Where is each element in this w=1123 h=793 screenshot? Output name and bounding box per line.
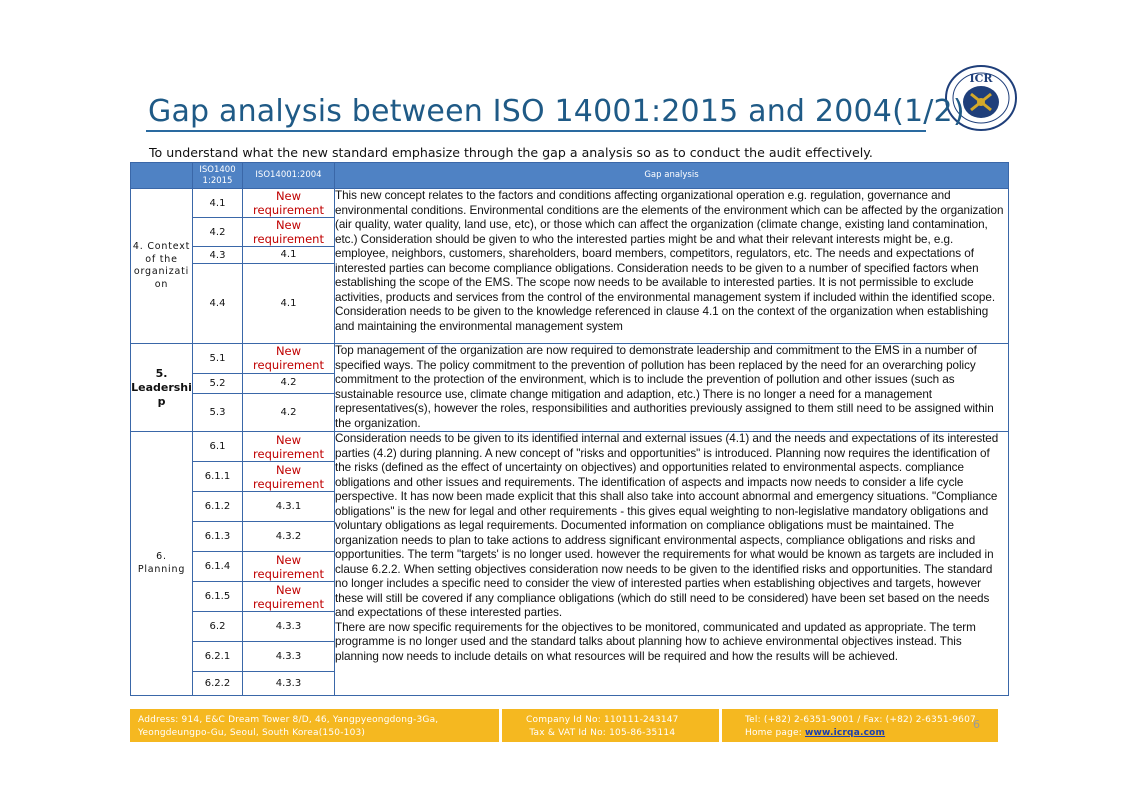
section-planning: 6. Planning <box>131 432 193 696</box>
header-gap-analysis: Gap analysis <box>335 163 1009 189</box>
analysis-text: Consideration needs to be given to its identified internal and external issues (4.1) and the needs and expectations of its interested parties (4.2) during planning. A new concept of "risks and opportunities" is introduced. Planning now requires the identification of the risks (defined as the effect of uncertainty on objectives) and opportunities related to environmental aspects. compliance obligations and other issues and requirements. The identification of aspects and impacts now needs to consider a life cycle perspective. It has now been made explicit that this shall also take into account abnormal and emergency situations. "Compliance obligations" is the new for legal and other requirements - this gives equal weighting to non-legislative mandatory obligations and voluntary obligations as legal requirements. Documented information on compliance obligations must be maintained. The organization needs to plan to take actions to address significant environmental aspects, compliance obligations and risks and opportunities. The term "targets' is no longer used. however the requirements for what would be known as targets are included in clause 6.2.2. When setting objectives consideration now needs to be given to the identified risks and opportunities. The standard no longer includes a specific need to consider the view of interested parties when establishing objectives and targets, however these will still be covered if any compliance obligations (which do still need to be considered) have been set based on the needs and expectations of these interested parties. There are now specific requirements for the objectives to be monitored, communicated and updated as appropriate. The term programme is no longer used and the standard talks about planning how to achieve environmental objectives instead. This planning now needs to include details on what resources will be required and how the results will be achieved. <box>335 432 1009 696</box>
iso2015-cell: 5.2 <box>193 373 243 393</box>
homepage-label: Home page: <box>745 727 806 738</box>
table-row <box>131 432 1009 462</box>
iso2015-cell: 6.1.5 <box>193 582 243 612</box>
header-iso2015: ISO1400 1:2015 <box>193 163 243 189</box>
iso2015-cell: 6.1.4 <box>193 552 243 582</box>
iso2015-cell: 5.1 <box>193 344 243 374</box>
table-row <box>131 344 1009 374</box>
logo-text: ICR <box>969 72 993 85</box>
iso2015-cell: 4.2 <box>193 218 243 247</box>
analysis-text: Top management of the organization are now required to demonstrate leadership and commitment to the EMS in a number of specified ways. The policy commitment to the prevention of pollution has been replaced by the need for an overarching policy commitment to the protection of the environment, which is to include the prevention of pollution and other issues (such as sustainable resource use, climate change mitigation and adaption, etc.) There is no longer a need for a management representatives(s), however the roles, responsibilities and authorities previously assigned to them still need to be assigned within the organization. <box>335 344 1009 432</box>
page-subtitle: To understand what the new standard emphasize through the gap a analysis so as to conduct the audit effectively. <box>149 145 873 160</box>
iso2015-cell: 6.1.3 <box>193 522 243 552</box>
iso2015-cell: 6.2.1 <box>193 642 243 672</box>
iso2015-cell: 6.1.1 <box>193 462 243 492</box>
page-number: 6 <box>973 718 980 731</box>
tel-fax: Tel: (+82) 2-6351-9001 / Fax: (+82) 2-6351-9607 <box>745 715 976 725</box>
iso2004-cell: 4.2 <box>243 373 335 393</box>
iso2004-cell: New requirement <box>243 344 335 374</box>
footer-address <box>138 714 438 739</box>
analysis-text: This new concept relates to the factors and conditions affecting organizational operation e.g. regulation, governance and environmental conditions. Environmental conditions are the elements of the environment which can be affected by the organization (air quality, water quality, land use, etc), or those which can affect the organization (climate change, existing land contamination, etc.) Consideration should be given to who the interested parties might be and what their relevant interests might be, e.g. employee, neighbors, customers, shareholders, board members, competitors, regulators, etc. The needs and expectations of interested parties can become compliance obligations. Consideration needs to be given to a number of specified factors when establishing the scope of the EMS. The scope now needs to be available to interested parties. It is not permissible to exclude activities, products and services from the control of the environmental management system if included within the identified scope. Consideration needs to be given to the knowledge referenced in clause 4.1 on the context of the organization when establishing and maintaining the environmental management system <box>335 189 1009 344</box>
tax-id: Tax & VAT Id No: 105-86-35114 <box>529 727 676 738</box>
iso2004-cell: New requirement <box>243 462 335 492</box>
page-title: Gap analysis between ISO 14001:2015 and 2004(1/2) <box>148 94 965 129</box>
iso2015-cell: 4.4 <box>193 264 243 344</box>
title-underline <box>146 130 926 132</box>
iso2004-cell: New requirement <box>243 189 335 218</box>
iso2015-cell: 4.1 <box>193 189 243 218</box>
iso2015-cell: 5.3 <box>193 394 243 432</box>
iso2004-cell: 4.3.1 <box>243 492 335 522</box>
table-row <box>131 189 1009 218</box>
iso2004-cell: 4.1 <box>243 247 335 264</box>
footer-divider <box>719 709 722 742</box>
iso2004-cell: 4.3.3 <box>243 642 335 672</box>
footer-contact <box>745 714 976 739</box>
iso2004-cell: New requirement <box>243 432 335 462</box>
iso2015-cell: 4.3 <box>193 247 243 264</box>
iso2004-cell: New requirement <box>243 582 335 612</box>
iso2004-cell: 4.1 <box>243 264 335 344</box>
table-header-row <box>131 163 1009 189</box>
section-context: 4. Context of the organizati on <box>131 189 193 344</box>
homepage-line <box>745 727 976 740</box>
header-iso2004: ISO14001:2004 <box>243 163 335 189</box>
iso2004-cell: 4.2 <box>243 394 335 432</box>
company-id: Company Id No: 110111-243147 <box>526 715 679 725</box>
iso2004-cell: 4.3.3 <box>243 672 335 696</box>
footer-divider <box>499 709 502 742</box>
iso2004-cell: New requirement <box>243 552 335 582</box>
address-line-1: Address: 914, E&C Dream Tower 8/D, 46, Yangpyeongdong-3Ga, <box>138 715 439 725</box>
iso2015-cell: 6.2 <box>193 612 243 642</box>
header-section <box>131 163 193 189</box>
homepage-link[interactable]: www.icrqa.com <box>805 727 886 738</box>
iso2004-cell: New requirement <box>243 218 335 247</box>
iso2015-cell: 6.2.2 <box>193 672 243 696</box>
iso2015-cell: 6.1 <box>193 432 243 462</box>
iso2004-cell: 4.3.2 <box>243 522 335 552</box>
iso2004-cell: 4.3.3 <box>243 612 335 642</box>
iso2015-cell: 6.1.2 <box>193 492 243 522</box>
address-line-2: Yeongdeungpo-Gu, Seoul, South Korea(150-103) <box>138 727 366 738</box>
section-leadership: 5. Leadershi p <box>131 344 193 432</box>
footer-company-ids <box>526 714 679 739</box>
footer-bar <box>130 709 998 742</box>
gap-analysis-table <box>130 162 1009 696</box>
